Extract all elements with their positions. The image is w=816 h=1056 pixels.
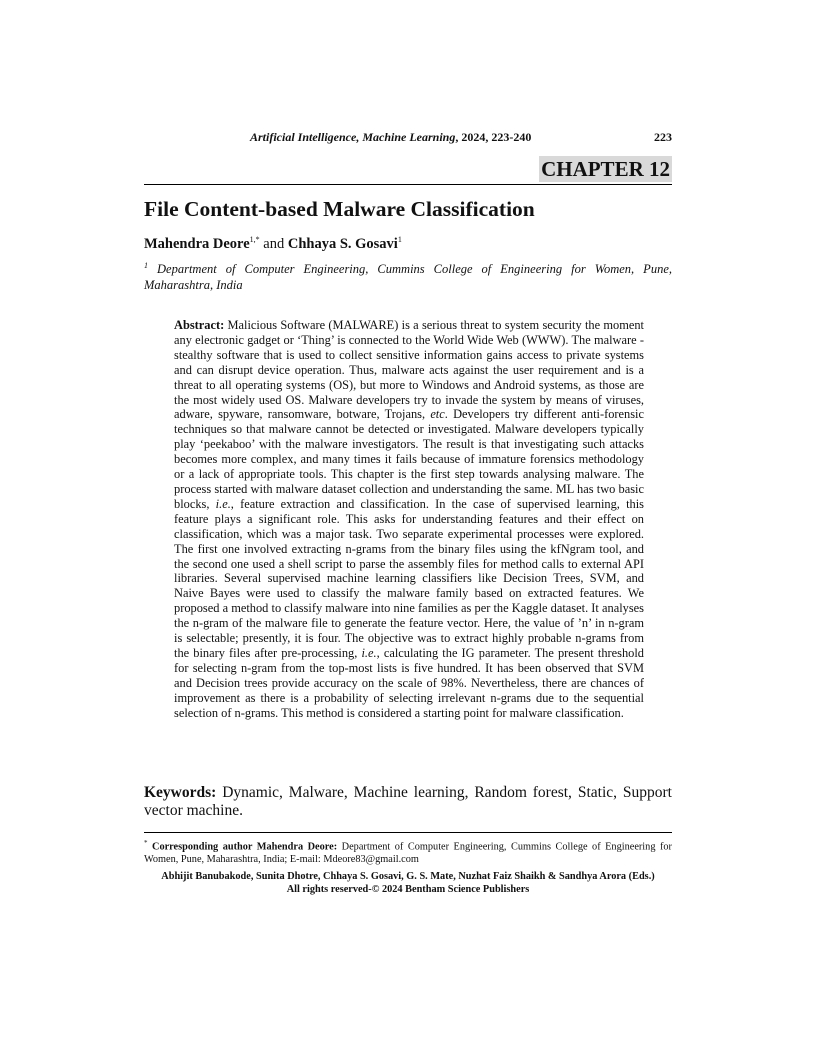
copyright-line: All rights reserved-© 2024 Bentham Science Publishers: [286, 883, 530, 895]
abstract-text-1: Malicious Software (MALWARE) is a serious threat to system security the moment any electronic gadget or ‘Thing’ is connected to the World Wide Web (WWW). The malware - stealthy software that is used to collect sensitive information gains access to private systems and can disrupt device operation. Thus, malware acts against the user requirement and is a threat to all operating systems (OS), but more to Windows and Android systems, as those are the most widely used OS. Malware developers try to invade the system by means of viruses, adware, spyware, ransomware, botware, Trojans,: [174, 318, 644, 422]
chapter-banner: [144, 156, 672, 185]
footnote-text: Department of Computer Engineering, Cummins College of Engineering for Women, Pune, Maharashtra, India; E-mail: Mdeore83@gmail.com: [144, 841, 672, 865]
keywords-text: Dynamic, Malware, Machine learning, Random forest, Static, Support vector machine.: [144, 784, 672, 819]
footnote-divider: [144, 832, 672, 833]
journal-year-pages: , 2024, 223-240: [455, 130, 532, 144]
editors-line: Abhijit Banubakode, Sunita Dhotre, Chhaya S. Gosavi, G. S. Mate, Nuzhat Faiz Shaikh & Sandhya Arora (Eds.): [161, 871, 655, 882]
abstract-label: Abstract:: [174, 318, 225, 332]
page-number: 223: [654, 130, 672, 144]
author-1: Mahendra Deore: [144, 235, 250, 252]
editors-block: [144, 871, 672, 896]
abstract-text-3: , feature extraction and classification. In the case of supervised learning, this feature plays a significant role. This asks for understanding features and their effect on classification, which was a major task. Two separate experimental processes were explored. The first one involved extracting n-grams from the binary files using the kfNgram tool, and the second one used a shell script to parse the assembly files for method calls to external API libraries. Several supervised machine learning classifiers like Decision Trees, SVM, and Naive Bayes were used to classify the malware family based on extracted features. We proposed a method to classify malware into nine families as per the Kaggle dataset. It analyses the n-gram of the malware file to generate the feature vector. Here, the value of ’n’ in n-gram is selectable; presently, it is four. The objective was to extract highly probable n-grams from the binary files after pre-processing,: [174, 496, 645, 660]
abstract-ie-2: i.e.: [361, 645, 377, 660]
journal-name: Artificial Intelligence, Machine Learning: [250, 130, 456, 144]
abstract: [174, 318, 644, 720]
author-2: Chhaya S. Gosavi: [287, 235, 398, 252]
abstract-text-2: . Developers try different anti-forensic techniques so that malware cannot be detected or investigated. Malware developers typically play ‘peekaboo’ with the malware investigators. The result is that investigating such attacks becomes more complex, and many times it fails because of immature forensics methodology or a lack of appropriate tools. This chapter is the first step towards analysing malware. The process started with malware dataset collection and understanding the same. ML has two basic blocks,: [174, 407, 644, 511]
chapter-title: File Content-based Malware Classification: [144, 197, 535, 221]
keywords: [144, 784, 672, 820]
journal-citation: [250, 130, 531, 145]
abstract-etc: etc: [430, 407, 445, 422]
running-header: [144, 130, 672, 145]
footnote-mark: *: [144, 839, 148, 847]
affiliation: [144, 258, 672, 293]
chapter-label: CHAPTER 12: [541, 157, 670, 181]
abstract-ie-1: i.e.: [215, 496, 231, 511]
footnote: [144, 837, 672, 866]
footnote-label: Corresponding author Mahendra Deore:: [147, 841, 338, 853]
affiliation-mark: 1: [144, 261, 148, 270]
abstract-text-4: , calculating the IG parameter. The present threshold for selecting n-gram from the top-most lists is five hundred. It has been observed that SVM and Decision trees provide accuracy on the scale of 98%. Nevertheless, there are chances of improvement as there is a probability of selecting irrelevant n-grams due to the sequential selection of n-grams. This method is considered a starting point for malware classification.: [174, 645, 644, 720]
author-conjunction: and: [259, 235, 288, 252]
author-1-affiliation-mark: 1,*: [249, 235, 260, 244]
author-2-affiliation-mark: 1: [397, 235, 402, 244]
affiliation-text: Department of Computer Engineering, Cummins College of Engineering for Women, Pune, Maharashtra, India: [144, 262, 672, 293]
keywords-label: Keywords:: [144, 784, 217, 801]
author-line: [144, 235, 402, 253]
